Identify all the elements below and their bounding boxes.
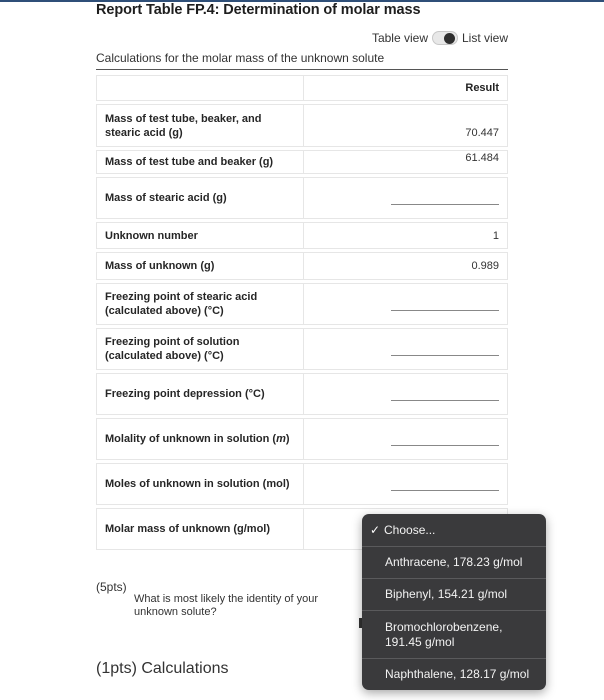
table-row xyxy=(96,252,508,280)
input-underline xyxy=(391,310,499,311)
molality-input[interactable] xyxy=(304,418,508,460)
molar-mass-table xyxy=(96,72,508,553)
row-label: Unknown number xyxy=(96,222,304,249)
question-points: (5pts) xyxy=(96,580,127,594)
freezing-point-solution-input[interactable] xyxy=(304,328,508,370)
dropdown-option-biphenyl[interactable]: Biphenyl, 154.21 g/mol xyxy=(362,578,546,610)
checkmark-icon: ✓ xyxy=(370,522,381,537)
header-label-cell xyxy=(96,75,304,101)
row-label: Mass of test tube and beaker (g) xyxy=(96,150,304,174)
row-label: Freezing point of stearic acid (calculated above) (°C) xyxy=(96,283,304,325)
input-underline xyxy=(391,400,499,401)
view-toggle-switch[interactable] xyxy=(432,31,458,45)
section-caption: Calculations for the molar mass of the unknown solute xyxy=(96,51,385,65)
row-value: 1 xyxy=(304,222,508,249)
dropdown-option-bromochlorobenzene[interactable]: Bromochlorobenzene, 191.45 g/mol xyxy=(362,610,546,658)
input-underline xyxy=(391,490,499,491)
table-row xyxy=(96,177,508,219)
row-label: Moles of unknown in solution (mol) xyxy=(96,463,304,505)
table-row xyxy=(96,222,508,249)
row-value: 70.447 xyxy=(304,104,508,147)
row-label: Mass of test tube, beaker, and stearic acid (g) xyxy=(96,104,304,147)
input-underline xyxy=(391,355,499,356)
table-row xyxy=(96,418,508,460)
dropdown-option-naphthalene[interactable]: Naphthalene, 128.17 g/mol xyxy=(362,658,546,690)
row-label: Mass of stearic acid (g) xyxy=(96,177,304,219)
table-row xyxy=(96,150,508,174)
freezing-point-stearic-input[interactable] xyxy=(304,283,508,325)
question-text: What is most likely the identity of your unknown solute? xyxy=(134,593,319,618)
table-row xyxy=(96,283,508,325)
input-underline xyxy=(391,204,499,205)
table-view-label[interactable]: Table view xyxy=(371,31,428,45)
row-value: 61.484 xyxy=(304,150,508,174)
caption-divider xyxy=(96,69,508,70)
result-header: Result xyxy=(304,75,508,101)
row-label: Freezing point depression (°C) xyxy=(96,373,304,415)
row-label: Molar mass of unknown (g/mol) xyxy=(96,508,304,550)
molality-variable: m xyxy=(276,433,286,445)
dropdown-option-anthracene[interactable]: Anthracene, 178.23 g/mol xyxy=(362,546,546,578)
table-header-row xyxy=(96,75,508,101)
dropdown-option-choose[interactable]: ✓ Choose... xyxy=(370,522,436,537)
mass-stearic-acid-input[interactable] xyxy=(304,177,508,219)
toggle-knob xyxy=(444,33,455,44)
table-row xyxy=(96,463,508,505)
table-row xyxy=(96,104,508,147)
table-row xyxy=(96,328,508,370)
view-toggle xyxy=(372,31,508,45)
list-view-label[interactable]: List view xyxy=(461,31,508,45)
row-label: Freezing point of solution (calculated above) (°C) xyxy=(96,328,304,370)
input-underline xyxy=(391,445,499,446)
identity-dropdown-menu xyxy=(362,514,546,690)
table-row xyxy=(96,373,508,415)
calculations-label: (1pts) Calculations xyxy=(96,660,229,677)
moles-unknown-input[interactable] xyxy=(304,463,508,505)
row-label: Mass of unknown (g) xyxy=(96,252,304,280)
row-value: 0.989 xyxy=(304,252,508,280)
row-label: Molality of unknown in solution (m) xyxy=(96,418,304,460)
page-title: Report Table FP.4: Determination of molar mass xyxy=(96,2,421,18)
freezing-point-depression-input[interactable] xyxy=(304,373,508,415)
